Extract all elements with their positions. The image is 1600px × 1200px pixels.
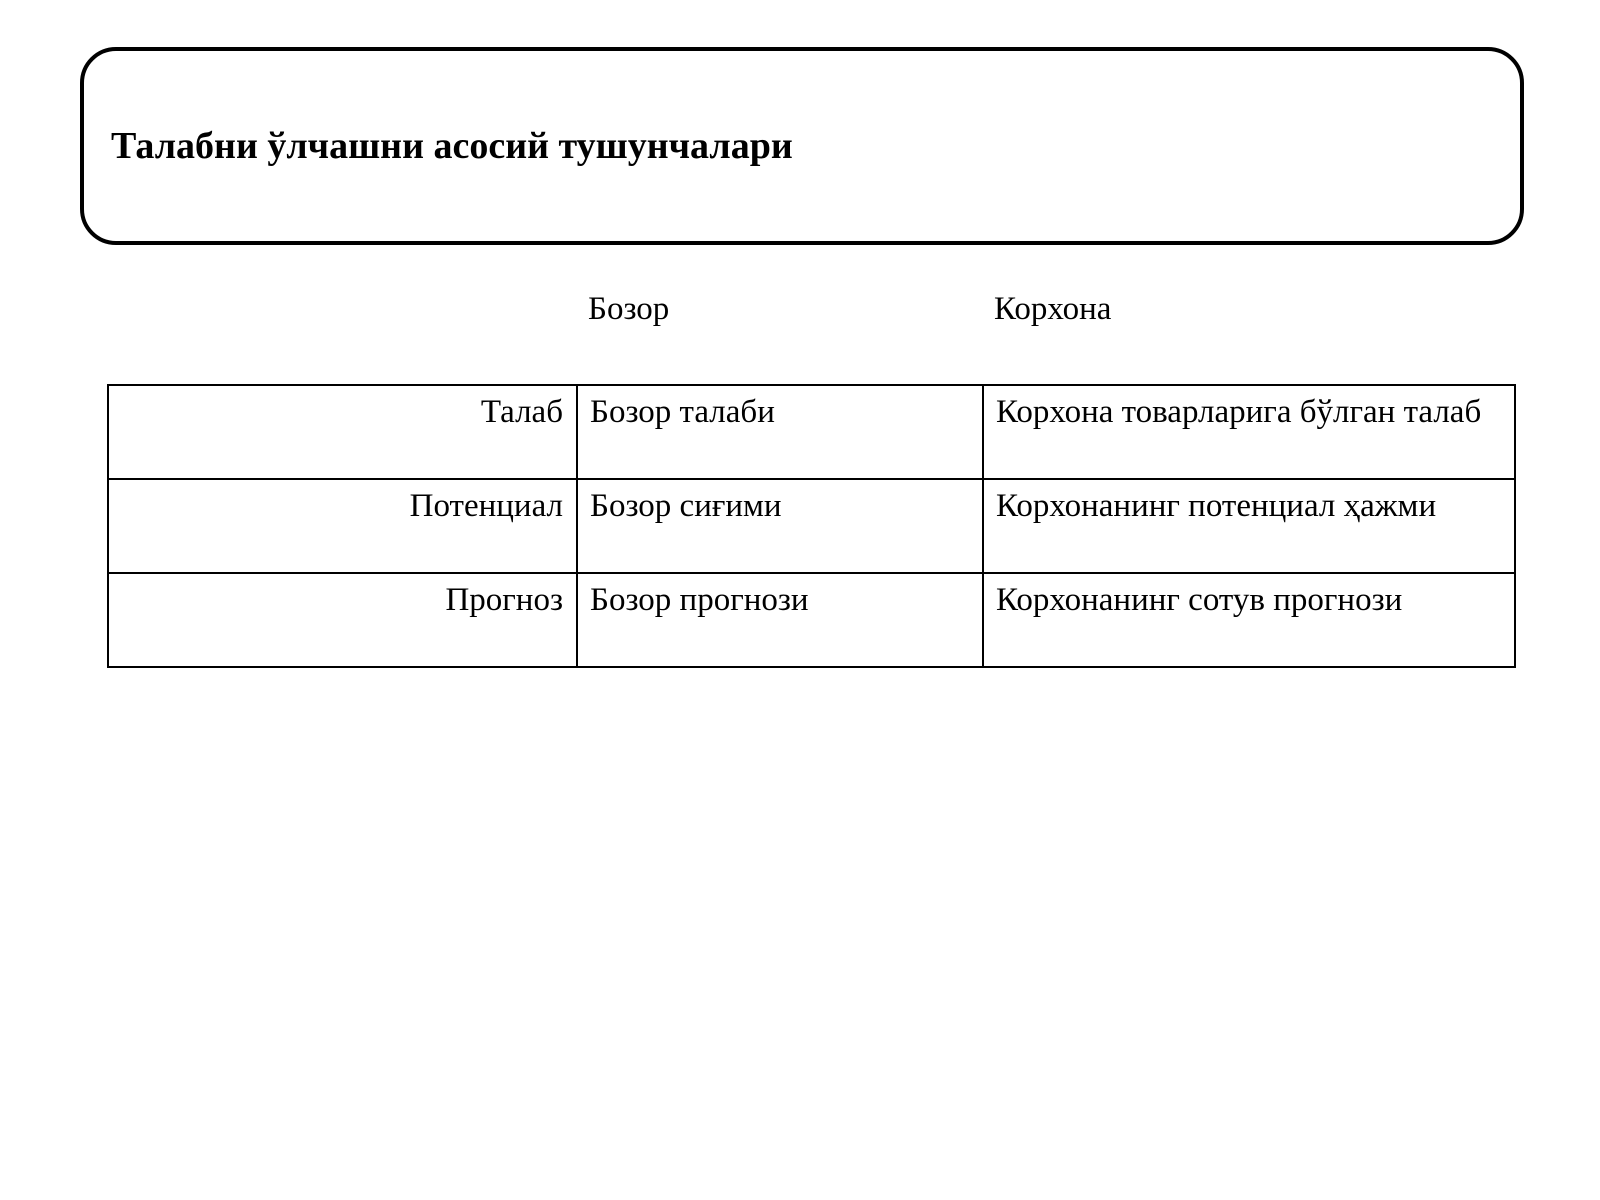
- company-cell-forecast: Корхонанинг сотув прогнози: [983, 573, 1515, 667]
- company-cell-demand: Корхона товарларига бўлган талаб: [983, 385, 1515, 479]
- table-row-demand: [108, 385, 1515, 479]
- row-label-forecast: Прогноз: [108, 573, 577, 667]
- row-label-potential: Потенциал: [108, 479, 577, 573]
- page-title: Талабни ўлчашни асосий тушунчалари: [111, 125, 793, 167]
- concepts-table: [107, 384, 1516, 668]
- column-header-company: Корхона: [994, 291, 1112, 327]
- title-box: [80, 47, 1524, 245]
- table-row-forecast: [108, 573, 1515, 667]
- market-cell-demand: Бозор талаби: [577, 385, 983, 479]
- table-row-potential: [108, 479, 1515, 573]
- market-cell-forecast: Бозор прогнози: [577, 573, 983, 667]
- row-label-demand: Талаб: [108, 385, 577, 479]
- column-header-market: Бозор: [588, 291, 670, 327]
- market-cell-potential: Бозор сиғими: [577, 479, 983, 573]
- company-cell-potential: Корхонанинг потенциал ҳажми: [983, 479, 1515, 573]
